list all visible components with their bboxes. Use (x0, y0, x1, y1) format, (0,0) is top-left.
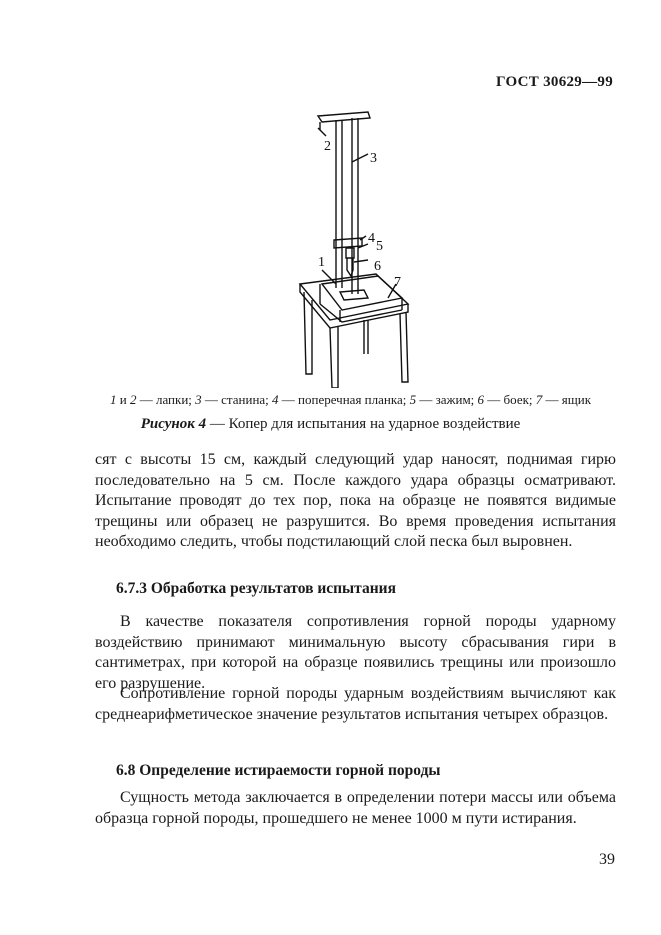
legend-text-6: — боек; (484, 392, 536, 407)
callout-6: 6 (374, 259, 381, 274)
figure-caption-text: — Копер для испытания на ударное воздействие (206, 416, 521, 432)
callout-3: 3 (370, 151, 377, 166)
paragraph-1: сят с высоты 15 см, каждый следующий удар наносят, поднимая гирю последовательно на 5 см. После каждого удара образцы осматривают. Испытание проводят до тех пор, пока на образце не появятся видимые трещины или образец не разрушится. Во время проведения испытания необходимо следить, чтобы подстилающий слой песка был выровнен. (95, 451, 616, 550)
legend-num-7: 7 (535, 392, 543, 407)
legend-num-2: 2 (129, 392, 137, 407)
drop-tester-figure (290, 108, 440, 388)
legend-text-5: — зажим; (416, 392, 478, 407)
section-heading-6-8: 6.8 Определение истираемости горной породы (116, 762, 441, 779)
legend-num-5: 5 (409, 392, 417, 407)
legend-num-6: 6 (477, 392, 485, 407)
paragraph-3: Сопротивление горной породы ударным воздействиям вычисляют как среднеарифметическое значение результатов испытания четырех образцов. (95, 685, 616, 723)
drop-tester-drawing (290, 108, 440, 388)
callout-4: 4 (368, 231, 375, 246)
paragraph-4: Сущность метода заключается в определении потери массы или объема образца горной породы, прошедшего не менее 1000 м пути истирания. (95, 789, 616, 827)
figure-legend (110, 392, 620, 408)
callout-1: 1 (318, 255, 325, 270)
legend-num-1: 1 (110, 392, 117, 407)
legend-text-7: — ящик (542, 392, 592, 407)
legend-num-3: 3 (195, 392, 202, 407)
legend-and: и (116, 392, 130, 407)
section-heading-6-7-3: 6.7.3 Обработка результатов испытания (116, 580, 396, 597)
legend-text-2: — лапки; (136, 392, 196, 407)
page-number: 39 (599, 851, 615, 868)
callout-7: 7 (394, 275, 401, 290)
callout-5: 5 (376, 239, 383, 254)
paragraph-2: В качестве показателя сопротивления горной породы ударному воздействию принимают минимальную высоту сбрасывания гири в сантиметрах, при которой на образце появились трещины или произошло его разрушение. (95, 613, 616, 692)
figure-caption-lead: Рисунок 4 (140, 416, 207, 432)
legend-text-4: — поперечная планка; (278, 392, 410, 407)
legend-num-4: 4 (272, 392, 279, 407)
standard-code: ГОСТ 30629—99 (495, 74, 613, 90)
callout-2: 2 (324, 139, 331, 154)
figure-caption (0, 416, 661, 433)
legend-text-3: — станина; (201, 392, 273, 407)
